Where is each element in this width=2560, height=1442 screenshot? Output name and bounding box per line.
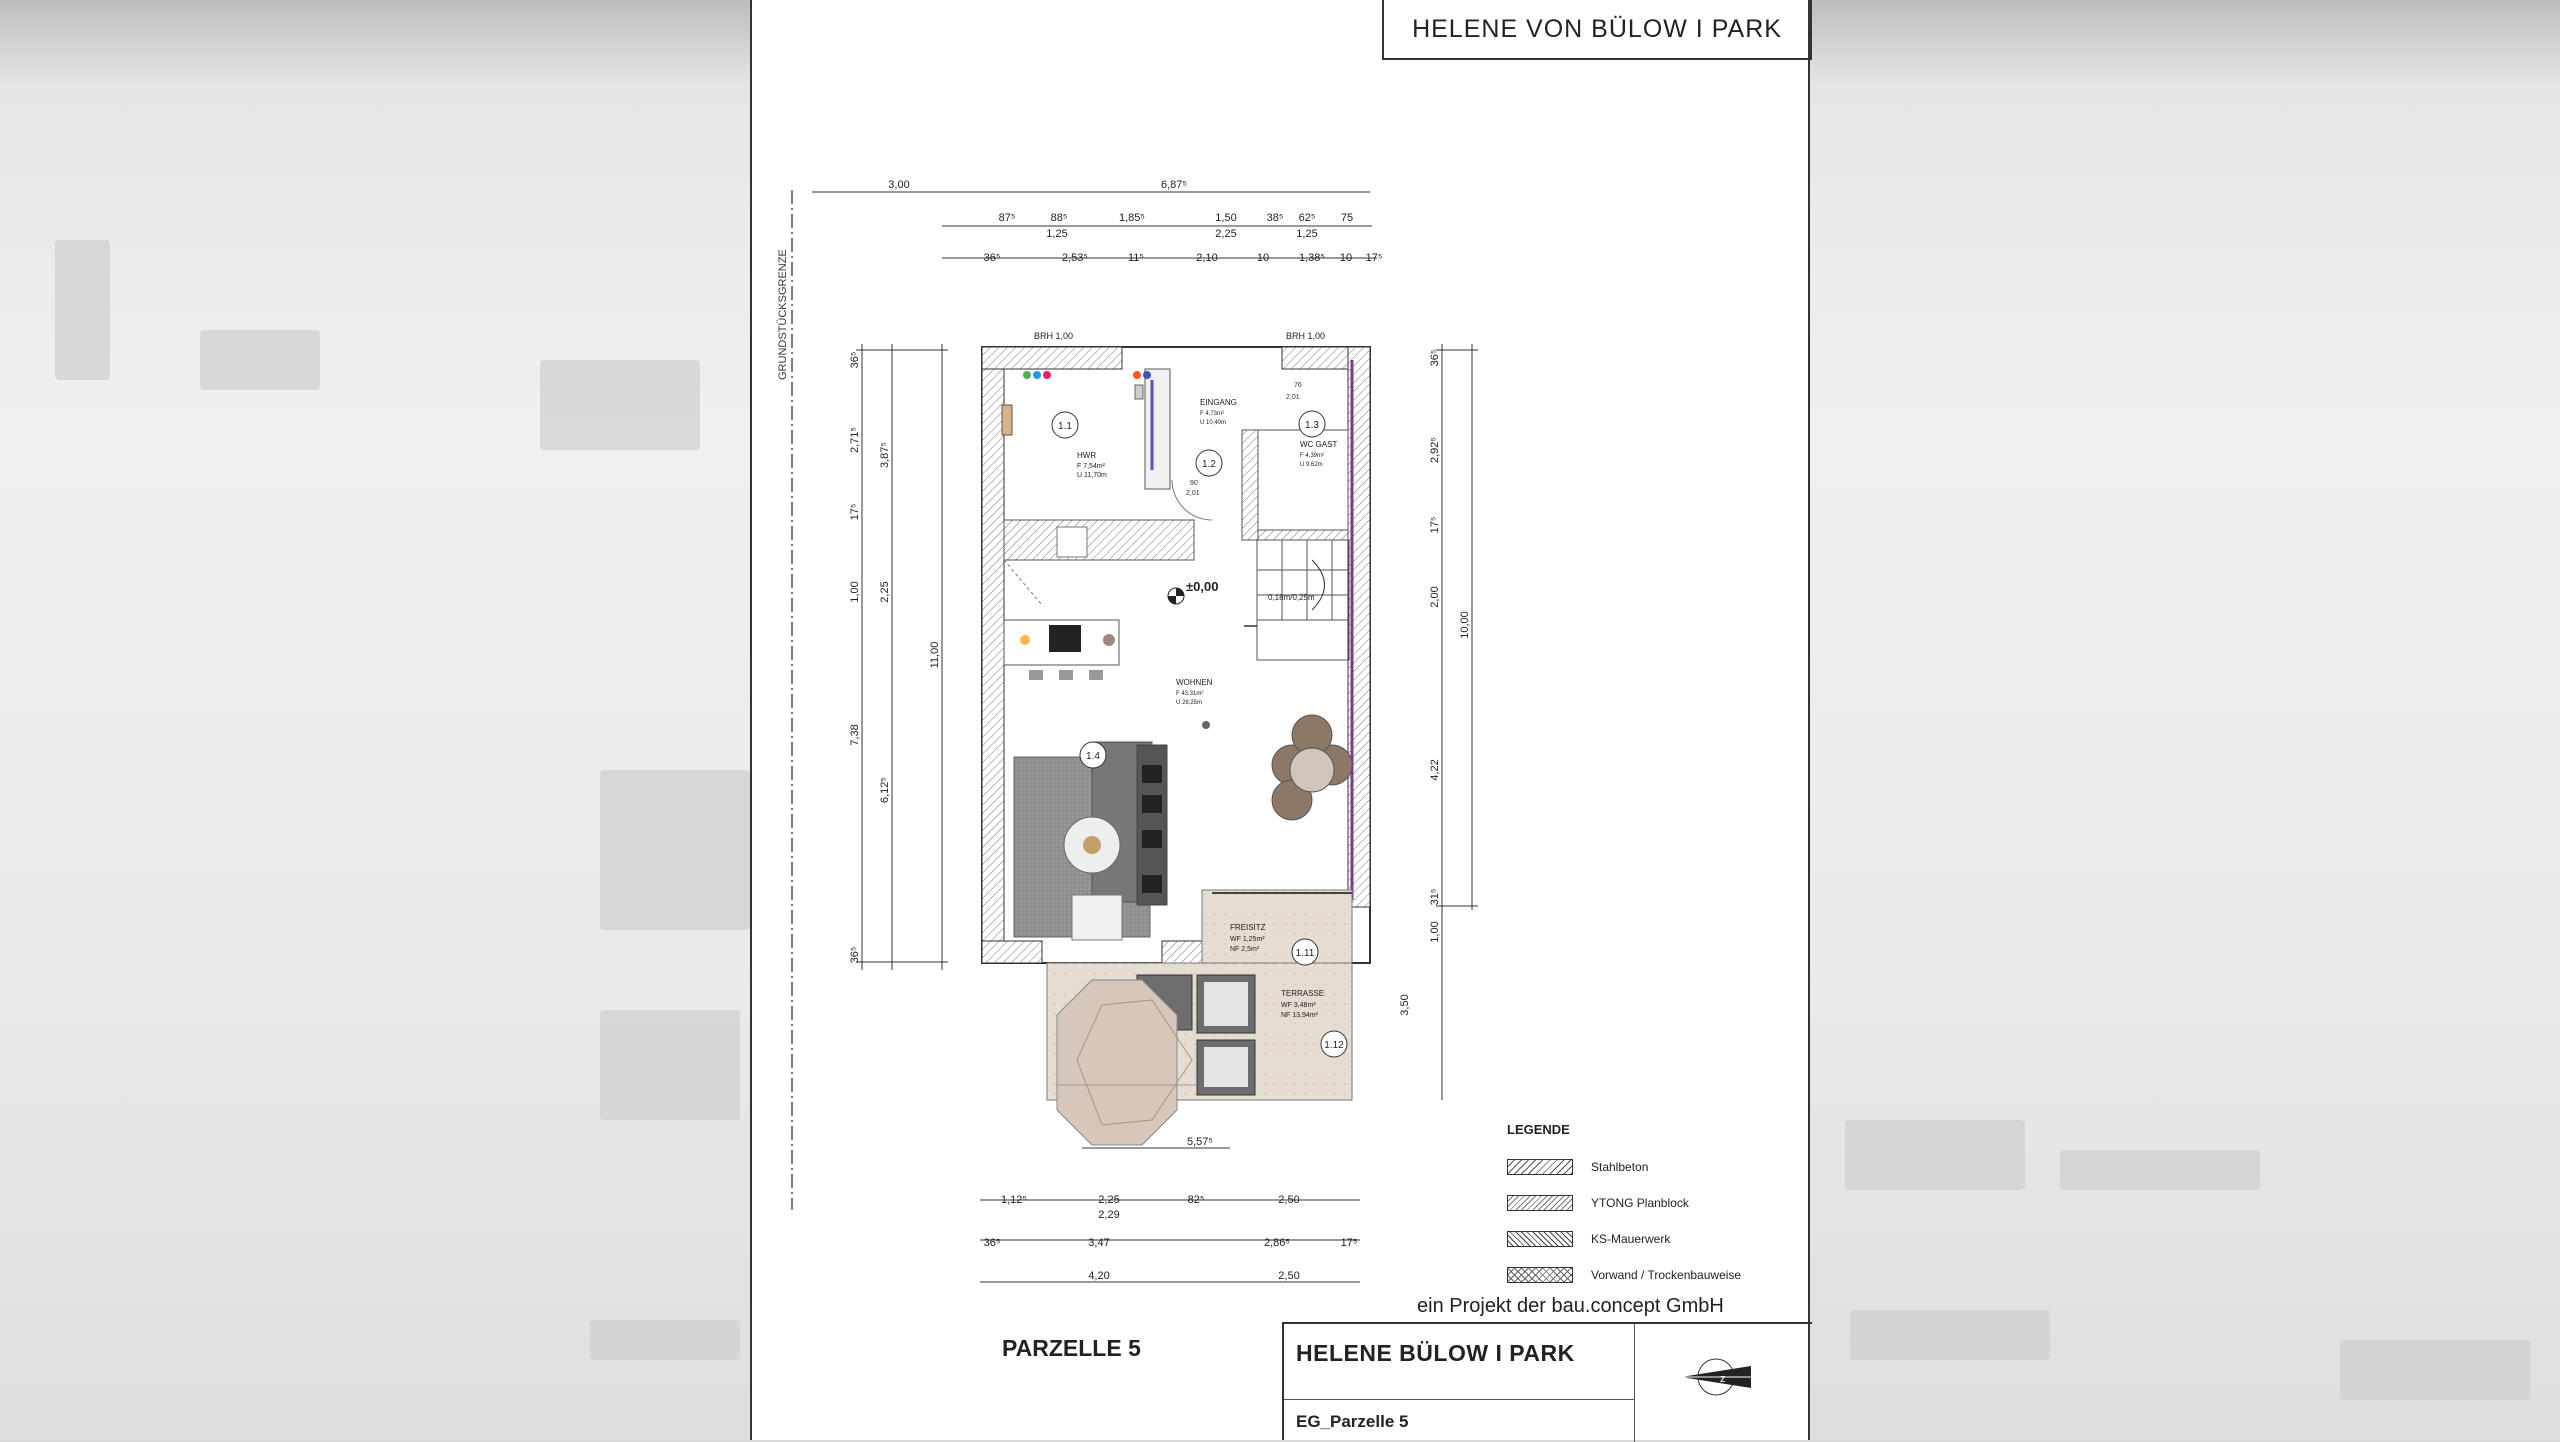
dim-text: 11⁵	[1128, 252, 1144, 264]
room-perimeter: U 9,62m	[1300, 462, 1323, 468]
dim-text: 36⁵	[849, 946, 861, 964]
dim-text: 1,00	[1429, 921, 1441, 943]
room-perimeter: U 11,70m	[1077, 472, 1107, 479]
room-name: TERRASSE	[1281, 989, 1325, 998]
room-area: F 4,39m²	[1300, 453, 1325, 459]
level-label: ±0,00	[1186, 579, 1219, 594]
dim-text: 3,47	[1088, 1237, 1110, 1249]
legend-label: KS-Mauerwerk	[1591, 1232, 1671, 1246]
dim-text: 6,12⁵	[879, 777, 891, 803]
right-dimension-lines	[1436, 344, 1478, 1100]
legend-swatch	[1507, 1195, 1573, 1211]
blurred-shape	[2060, 1150, 2260, 1190]
top-dimension-lines	[812, 192, 1377, 258]
room-tag-1-3	[1299, 411, 1337, 468]
blurred-shape	[2340, 1340, 2530, 1400]
room-number: 1.3	[1305, 420, 1319, 431]
blurred-shape	[1850, 1310, 2050, 1360]
dim-text: 7,38	[849, 724, 861, 746]
room-name: HWR	[1077, 451, 1097, 460]
level-marker	[1168, 588, 1184, 604]
legend-label: Vorwand / Trockenbauweise	[1591, 1268, 1742, 1282]
dim-text: 17⁵	[1429, 516, 1441, 534]
dim-text: 3,00	[888, 179, 910, 191]
blurred-shape	[600, 770, 750, 930]
dim-text: 62⁵	[1298, 212, 1316, 224]
right-dimension-labels	[1399, 350, 1471, 1016]
dim-text: 2,10	[1196, 252, 1218, 264]
dim-text: 38⁵	[1266, 212, 1284, 224]
legend	[1507, 1122, 1787, 1293]
dim-text: 6,87⁵	[1161, 179, 1187, 191]
dim-text: 17⁵	[1365, 252, 1383, 264]
dim-text: 1,38⁵	[1299, 252, 1325, 264]
dim-text: 36⁵	[1429, 349, 1441, 367]
room-perimeter: NF 2,5m²	[1230, 946, 1260, 953]
title-block-subtitle: EG_Parzelle 5	[1296, 1412, 1409, 1431]
dim-text: 2,50	[1278, 1194, 1300, 1206]
blurred-shape	[600, 1010, 740, 1120]
dim-text: 2,29	[1098, 1209, 1120, 1221]
brh-label-right: BRH 1,00	[1286, 331, 1326, 341]
north-arrow-icon	[1676, 1352, 1756, 1402]
title-block-title: HELENE BÜLOW I PARK	[1296, 1340, 1575, 1366]
legend-item	[1507, 1257, 1787, 1293]
dim-text: 75	[1340, 212, 1354, 224]
legend-item	[1507, 1149, 1787, 1185]
hwr-fixtures	[1002, 371, 1212, 605]
blurred-background-right	[1810, 0, 2560, 1440]
brh-label-left: BRH 1,00	[1034, 331, 1074, 341]
room-number: 1.2	[1202, 459, 1216, 470]
dim-text: 2,00	[1429, 586, 1441, 608]
dim-text: 1,00	[849, 581, 861, 603]
room-perimeter: NF 13,94m²	[1281, 1012, 1318, 1019]
room-name: WC GAST	[1300, 440, 1338, 449]
dim-text: 10	[1339, 252, 1353, 264]
room-tag-1-1	[1052, 412, 1107, 479]
parcel-label: PARZELLE 5	[1002, 1335, 1141, 1361]
room-area: F 43,31m²	[1176, 691, 1204, 697]
dim-text: 3,50	[1399, 994, 1411, 1016]
dim-text: 88⁵	[1050, 212, 1068, 224]
dim-text: 82⁵	[1187, 1194, 1205, 1206]
legend-swatch	[1507, 1267, 1573, 1283]
dim-text: 2,25	[879, 581, 891, 603]
legend-item	[1507, 1221, 1787, 1257]
blurred-shape	[590, 1320, 740, 1360]
dim-text: 36⁵	[983, 252, 1001, 264]
header-title: HELENE VON BÜLOW I PARK	[1382, 0, 1812, 60]
dim-text: 2,86⁵	[1264, 1237, 1290, 1249]
legend-title: LEGENDE	[1507, 1122, 1570, 1137]
dim-text: 2,50	[1278, 1270, 1300, 1282]
dim-text: 1,25	[1046, 228, 1068, 240]
door-dim: 76	[1294, 382, 1302, 389]
dim-text: 1,50	[1215, 212, 1237, 224]
left-dimension-labels	[849, 352, 941, 964]
room-perimeter: U 10,40m	[1200, 420, 1227, 426]
legend-swatch	[1507, 1231, 1573, 1247]
legend-label: Stahlbeton	[1591, 1160, 1649, 1174]
dim-text: 2,25	[1098, 1194, 1120, 1206]
dim-text: 36⁵	[849, 351, 861, 369]
title-block-divider	[1634, 1324, 1635, 1442]
room-area: F 7,54m²	[1077, 463, 1106, 470]
dim-text: 2,53⁵	[1062, 252, 1088, 264]
blurred-shape	[1845, 1120, 2025, 1190]
room-name: FREISITZ	[1230, 923, 1266, 932]
boundary-label: GRUNDSTÜCKSGRENZE	[777, 249, 789, 380]
title-block	[1282, 1322, 1812, 1440]
room-area: WF 1,25m²	[1230, 936, 1265, 943]
dim-text: 1,85⁵	[1119, 212, 1145, 224]
blurred-shape	[540, 360, 700, 450]
room-number: 1.1	[1058, 421, 1072, 432]
door-dim: 2,01	[1186, 490, 1200, 497]
dim-text: 2,92⁵	[1429, 437, 1441, 463]
room-number: 1.12	[1324, 1040, 1344, 1051]
room-perimeter: U 28,25m	[1176, 700, 1203, 706]
room-area: WF 3,48m²	[1281, 1002, 1316, 1009]
bottom-dimension-labels	[984, 1136, 1358, 1282]
dim-text: 31⁵	[1429, 888, 1441, 906]
room-area: F 4,73m²	[1200, 411, 1225, 417]
room-name: EINGANG	[1200, 398, 1237, 407]
legend-swatch	[1507, 1159, 1573, 1175]
legend-label: YTONG Planblock	[1591, 1196, 1689, 1210]
room-tag-1-2	[1196, 398, 1237, 476]
project-credit: ein Projekt der bau.concept GmbH	[1417, 1295, 1724, 1317]
dim-text: 1,12⁵	[1001, 1194, 1027, 1206]
kitchen-island	[1004, 620, 1119, 680]
blurred-background-left	[0, 0, 750, 1440]
dim-text: 2,25	[1215, 228, 1237, 240]
dim-text: 4,20	[1088, 1270, 1110, 1282]
floor-plan-sheet	[750, 0, 1810, 1440]
bottom-dimension-lines	[980, 1148, 1360, 1282]
dim-text: 11,00	[929, 641, 941, 669]
dim-text: 4,22	[1429, 759, 1441, 781]
stair-label: 0,18m/0,25m	[1268, 593, 1315, 602]
room-number: 1.11	[1295, 948, 1315, 959]
blurred-shape	[55, 240, 110, 380]
room-name: WOHNEN	[1176, 678, 1213, 687]
door-dim: 90	[1190, 480, 1198, 487]
dim-text: 36⁵	[983, 1237, 1001, 1249]
dim-text: 10,00	[1459, 611, 1471, 639]
dim-text: 10	[1256, 252, 1270, 264]
dim-text: 1,25	[1296, 228, 1318, 240]
dim-text: 17⁵	[1340, 1237, 1358, 1249]
blurred-shape	[200, 330, 320, 390]
door-dim: 2,01	[1286, 394, 1300, 401]
dim-text: 87⁵	[998, 212, 1016, 224]
dim-text: 17⁵	[849, 503, 861, 521]
dim-text: 5,57⁵	[1187, 1136, 1213, 1148]
dim-text: 2,71⁵	[849, 427, 861, 453]
legend-item	[1507, 1185, 1787, 1221]
title-block-divider	[1284, 1399, 1634, 1400]
room-number: 1.4	[1086, 751, 1100, 762]
north-letter: z	[1720, 1373, 1726, 1385]
dim-text: 3,87⁵	[879, 442, 891, 468]
